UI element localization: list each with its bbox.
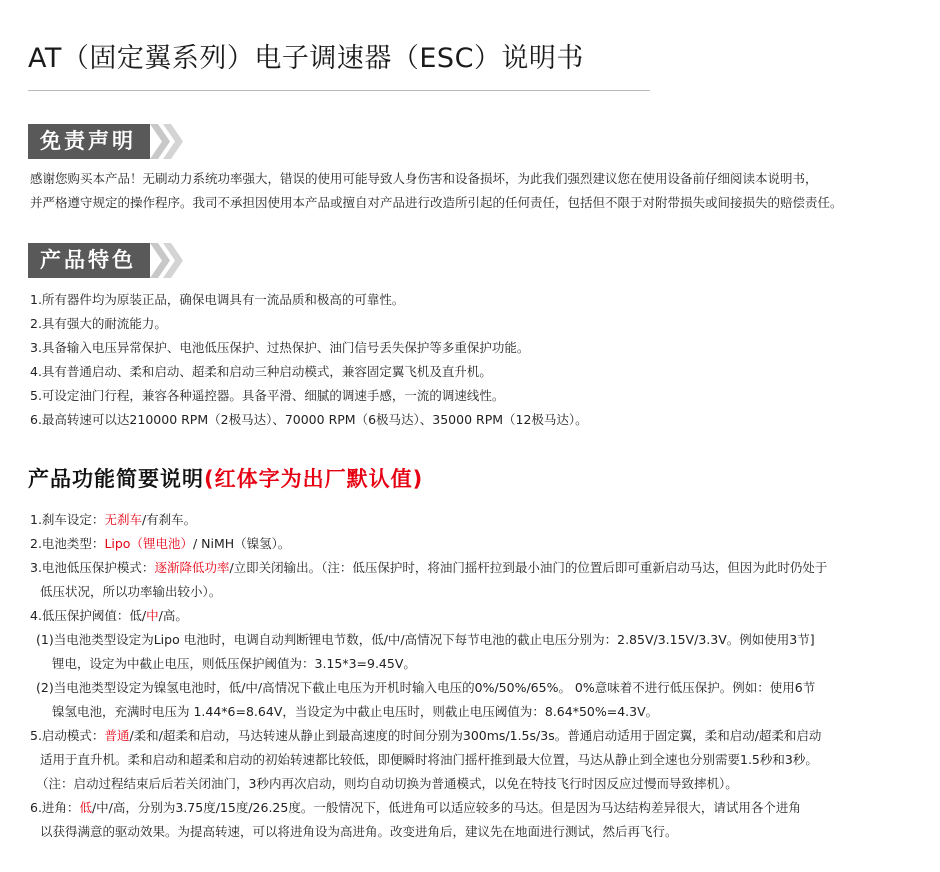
feature-item: 5.可设定油门行程，兼容各种遥控器。具备平滑、细腻的调速手感，一流的调速线性。 — [30, 388, 505, 403]
threshold-options: /高。 — [158, 608, 188, 623]
threshold-default: 中 — [146, 608, 159, 623]
lowvolt-mode-options: /立即关闭输出。（注：低压保护时，将油门摇杆拉到最小油门的位置后即可重新启动马达，但因为此时仍处于 — [229, 560, 828, 575]
brake-default: 无刹车 — [104, 512, 142, 527]
startup-line-2: 适用于直升机。柔和启动和超柔和启动的初始转速都比较低，即便瞬时将油门摇杆推到最大位置，马达从静止到全速也分别需要1.5秒和3秒。 — [40, 752, 818, 767]
functions-heading — [28, 463, 423, 493]
startup-options: /柔和/超柔和启动，马达转速从静止到最高速度的时间分别为300ms/1.5s/3s。普通启动适用于固定翼，柔和启动/超柔和启动 — [129, 728, 822, 743]
feature-item: 6.最高转速可以达210000 RPM（2极马达）、70000 RPM（6极马达）、35000 RPM（12极马达）。 — [30, 412, 588, 427]
battery-type — [30, 532, 290, 556]
threshold-note-lipo: (1)当电池类型设定为Lipo 电池时，电调自动判断锂电节数，低/中/高情况下每节电池的截止电压分别为：2.85V/3.15V/3.3V。例如使用3节] — [36, 632, 815, 647]
feature-item: 3.具备输入电压异常保护、电池低压保护、过热保护、油门信号丢失保护等多重保护功能。 — [30, 340, 530, 355]
brake-options: /有刹车。 — [141, 512, 197, 527]
battery-options: / NiMH（镍氢）。 — [192, 536, 291, 551]
threshold-note-nimh-cont: 镍氢电池，充满时电压为 1.44*6=8.64V，当设定为中截止电压时，则截止电压阈值为：8.64*50%=4.3V。 — [52, 704, 659, 719]
timing-setting — [30, 796, 801, 820]
startup-note: （注：启动过程结束后后若关闭油门，3秒内再次启动，则均自动切换为普通模式，以免在特技飞行时因反应过慢而导致摔机）。 — [36, 776, 738, 791]
feature-item: 2.具有强大的耐流能力。 — [30, 316, 167, 331]
lowvolt-mode-label: 3.电池低压保护模式： — [30, 560, 155, 575]
chevron-arrows-icon — [150, 243, 198, 278]
timing-default: 低 — [79, 800, 92, 815]
timing-line-2: 以获得满意的驱动效果。为提高转速，可以将进角设为高进角。改变进角后，建议先在地面进行测试，然后再飞行。 — [40, 824, 678, 839]
lowvolt-mode-line-2: 低压状况，所以功率输出较小）。 — [40, 584, 222, 599]
functions-heading-note: (红体字为出厂默认值) — [204, 467, 424, 491]
lowvolt-threshold — [30, 604, 188, 628]
disclaimer-line-2: 并严格遵守规定的操作程序。我司不承担因使用本产品或擅自对产品进行改造所引起的任何责任，包括但不限于对附带损失或间接损失的赔偿责任。 — [30, 195, 843, 210]
threshold-note-lipo-cont: 锂电，设定为中截止电压，则低压保护阈值为：3.15*3=9.45V。 — [52, 656, 416, 671]
brake-label: 1.刹车设定： — [30, 512, 105, 527]
chevron-arrows-icon — [150, 124, 198, 159]
disclaimer-line-1: 感谢您购买本产品！无刷动力系统功率强大，错误的使用可能导致人身伤害和设备损坏，为此我们强烈建议您在使用设备前仔细阅读本说明书， — [30, 171, 818, 186]
threshold-label: 4.低压保护阈值：低/ — [30, 608, 147, 623]
lowvolt-mode-default: 逐渐降低功率 — [154, 560, 230, 575]
features-heading: 产品特色 — [28, 243, 150, 278]
battery-label: 2.电池类型： — [30, 536, 105, 551]
startup-mode — [30, 724, 821, 748]
threshold-note-nimh: (2)当电池类型设定为镍氢电池时，低/中/高情况下截止电压为开机时输入电压的0%/50%/65%。 0%意味着不进行低压保护。例如：使用6节 — [36, 680, 816, 695]
timing-options: /中/高，分别为3.75度/15度/26.25度。一般情况下，低进角可以适应较多的马达。但是因为马达结构差异很大，请试用各个进角 — [91, 800, 801, 815]
title-divider — [28, 90, 650, 91]
disclaimer-heading: 免责声明 — [28, 124, 150, 159]
functions-heading-text: 产品功能简要说明 — [28, 467, 204, 491]
features-banner — [28, 243, 198, 278]
disclaimer-banner — [28, 124, 198, 159]
feature-item: 4.具有普通启动、柔和启动、超柔和启动三种启动模式，兼容固定翼飞机及直升机。 — [30, 364, 492, 379]
lowvolt-mode — [30, 556, 827, 580]
startup-label: 5.启动模式： — [30, 728, 105, 743]
battery-default: Lipo（锂电池） — [104, 536, 193, 551]
feature-item: 1.所有器件均为原装正品，确保电调具有一流品质和极高的可靠性。 — [30, 292, 405, 307]
startup-default: 普通 — [104, 728, 130, 743]
brake-setting — [30, 508, 196, 532]
timing-label: 6.进角： — [30, 800, 80, 815]
page-title: AT（固定翼系列）电子调速器（ESC）说明书 — [28, 43, 584, 74]
